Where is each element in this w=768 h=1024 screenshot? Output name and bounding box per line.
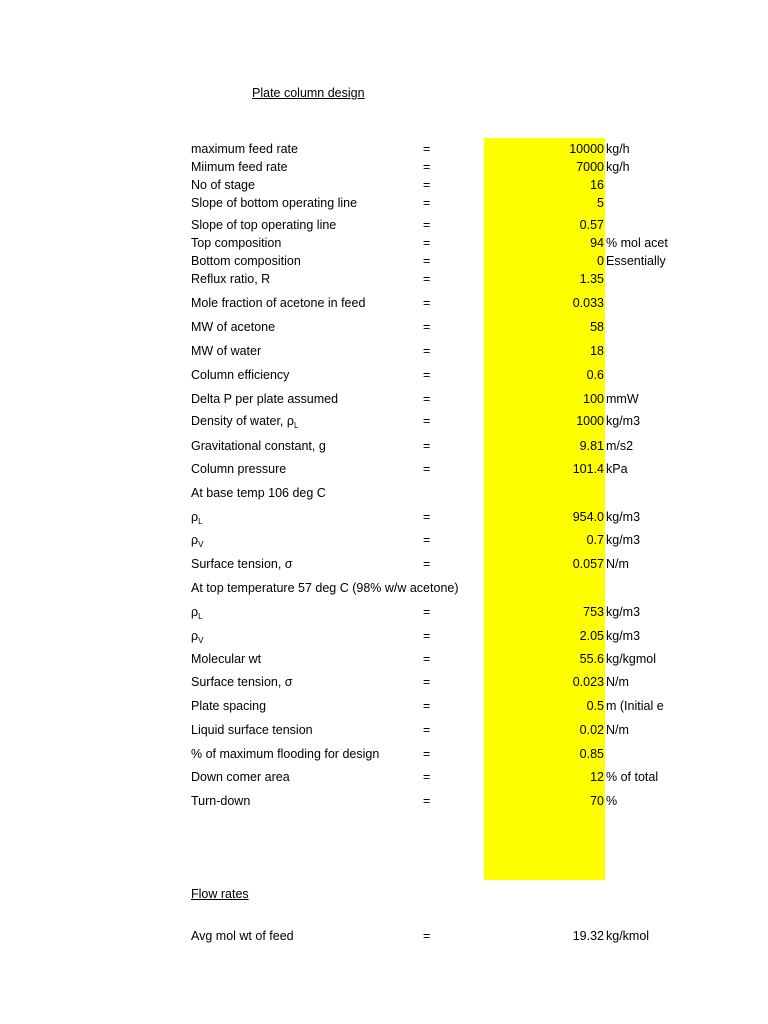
equals-sign: =	[423, 414, 431, 428]
avg-mol-wt-value: 19.32	[572, 929, 604, 943]
parameter-row	[0, 745, 768, 763]
parameter-label: Mole fraction of acetone in feed	[191, 296, 366, 310]
equals-sign: =	[423, 296, 431, 310]
parameter-value: 12	[590, 770, 604, 784]
equals-sign: =	[423, 533, 431, 547]
parameter-value: 0.057	[572, 557, 604, 571]
equals-sign: =	[423, 747, 431, 761]
equals-sign: =	[423, 629, 431, 643]
equals-sign: =	[423, 344, 431, 358]
parameter-value: 10000	[569, 142, 604, 156]
equals-sign: =	[423, 392, 431, 406]
equals-sign: =	[423, 272, 431, 286]
parameter-unit: N/m	[606, 723, 629, 737]
parameter-unit: m (Initial e	[606, 699, 664, 713]
equals-sign: =	[423, 196, 431, 210]
equals-sign: =	[423, 439, 431, 453]
parameter-row	[0, 366, 768, 384]
equals-sign: =	[423, 723, 431, 737]
parameter-value: 16	[590, 178, 604, 192]
parameter-unit: kg/h	[606, 142, 630, 156]
parameter-label: $\rho_L$	[191, 510, 203, 526]
parameter-label: Slope of top operating line	[191, 218, 337, 232]
parameter-unit: kg/kgmol	[606, 652, 657, 666]
parameter-value: 0.5	[586, 699, 604, 713]
avg-mol-wt-row	[0, 927, 768, 945]
equals-sign: =	[423, 178, 431, 192]
equals-sign: =	[423, 770, 431, 784]
avg-mol-wt-label: Avg mol wt of feed	[191, 929, 294, 943]
parameter-row	[0, 673, 768, 691]
parameter-value: 0.02	[579, 723, 604, 737]
parameter-unit: Essentially	[606, 254, 666, 268]
parameter-label: Turn-down	[191, 794, 251, 808]
parameter-unit: kg/m3	[606, 605, 641, 619]
parameter-unit: kg/h	[606, 160, 630, 174]
parameter-value: 94	[590, 236, 604, 250]
avg-mol-wt-unit: kg/kmol	[606, 929, 650, 943]
parameter-row	[0, 234, 768, 252]
subscript: L	[198, 517, 203, 526]
avg-mol-wt-equals: =	[423, 929, 431, 943]
equals-sign: =	[423, 218, 431, 232]
subscript: L	[198, 612, 203, 621]
equals-sign: =	[423, 236, 431, 250]
parameter-label: maximum feed rate	[191, 142, 298, 156]
parameter-label: Density of water, $\rho_L$	[191, 414, 299, 430]
equals-sign: =	[423, 320, 431, 334]
parameter-value: 1.35	[579, 272, 604, 286]
parameter-value: 58	[590, 320, 604, 334]
equals-sign: =	[423, 368, 431, 382]
equals-sign: =	[423, 142, 431, 156]
parameter-value: 100	[583, 392, 604, 406]
parameter-label: At base temp 106 deg C	[191, 486, 326, 500]
parameter-row	[0, 627, 768, 645]
parameter-label: Surface tension, σ	[191, 557, 293, 571]
parameter-label: MW of acetone	[191, 320, 276, 334]
parameter-label: Top composition	[191, 236, 282, 250]
parameter-value: 0.033	[572, 296, 604, 310]
parameter-label: $\rho_L$	[191, 605, 203, 621]
subscript: L	[294, 421, 299, 430]
parameter-label: Bottom composition	[191, 254, 301, 268]
parameter-label: No of stage	[191, 178, 255, 192]
parameter-label: At top temperature 57 deg C (98% w/w acetone)	[191, 581, 459, 595]
equals-sign: =	[423, 652, 431, 666]
parameter-unit: % mol acet	[606, 236, 668, 250]
parameter-value: 0.7	[586, 533, 604, 547]
parameter-row	[0, 650, 768, 668]
parameter-value: 9.81	[579, 439, 604, 453]
parameter-row	[0, 176, 768, 194]
subscript: V	[198, 636, 204, 645]
parameter-unit: mmW	[606, 392, 639, 406]
parameter-value: 70	[590, 794, 604, 808]
parameter-value: 2.05	[579, 629, 604, 643]
parameter-row	[0, 697, 768, 715]
parameter-row	[0, 460, 768, 478]
parameter-label: Molecular wt	[191, 652, 262, 666]
parameter-unit: kg/m3	[606, 510, 641, 524]
parameter-row	[0, 252, 768, 270]
parameter-label: MW of water	[191, 344, 262, 358]
parameter-label: Column efficiency	[191, 368, 290, 382]
parameter-row	[0, 508, 768, 526]
parameter-value: 55.6	[579, 652, 604, 666]
equals-sign: =	[423, 557, 431, 571]
parameter-row	[0, 294, 768, 312]
parameter-row	[0, 412, 768, 430]
parameter-label: Plate spacing	[191, 699, 267, 713]
parameter-row	[0, 555, 768, 573]
parameter-row	[0, 158, 768, 176]
parameter-label: Slope of bottom operating line	[191, 196, 358, 210]
parameter-row	[0, 216, 768, 234]
parameter-unit: kPa	[606, 462, 628, 476]
subscript: V	[198, 540, 204, 549]
parameter-value: 0.6	[586, 368, 604, 382]
parameter-value: 0.85	[579, 747, 604, 761]
equals-sign: =	[423, 160, 431, 174]
parameter-row	[0, 390, 768, 408]
parameter-label: Delta P per plate assumed	[191, 392, 339, 406]
parameter-unit: % of total	[606, 770, 659, 784]
equals-sign: =	[423, 699, 431, 713]
parameter-label: Column pressure	[191, 462, 287, 476]
parameter-value: 0	[597, 254, 604, 268]
parameter-row	[0, 270, 768, 288]
parameter-row	[0, 484, 768, 502]
parameter-row	[0, 194, 768, 212]
parameter-row	[0, 531, 768, 549]
parameter-unit: kg/m3	[606, 533, 641, 547]
parameter-label: Liquid surface tension	[191, 723, 313, 737]
parameter-value: 5	[597, 196, 604, 210]
parameter-row	[0, 603, 768, 621]
parameter-value: 0.023	[572, 675, 604, 689]
parameter-label: $\rho_V$	[191, 629, 204, 645]
parameter-row	[0, 318, 768, 336]
equals-sign: =	[423, 605, 431, 619]
parameter-row	[0, 140, 768, 158]
parameter-unit: %	[606, 794, 618, 808]
parameter-value: 954.0	[572, 510, 604, 524]
parameter-unit: N/m	[606, 557, 629, 571]
parameter-label: Reflux ratio, R	[191, 272, 271, 286]
parameter-label: Surface tension, σ	[191, 675, 293, 689]
parameter-label: Gravitational constant, g	[191, 439, 326, 453]
parameter-value: 7000	[576, 160, 604, 174]
parameter-label: $\rho_V$	[191, 533, 204, 549]
parameter-value: 101.4	[572, 462, 604, 476]
parameter-unit: kg/m3	[606, 629, 641, 643]
parameter-row	[0, 721, 768, 739]
flow-rates-heading: Flow rates	[191, 887, 249, 901]
equals-sign: =	[423, 794, 431, 808]
parameter-row	[0, 792, 768, 810]
parameter-row	[0, 437, 768, 455]
parameter-value: 1000	[576, 414, 604, 428]
equals-sign: =	[423, 254, 431, 268]
parameter-label: Miimum feed rate	[191, 160, 288, 174]
parameter-value: 753	[583, 605, 604, 619]
parameter-value: 0.57	[579, 218, 604, 232]
parameter-value: 18	[590, 344, 604, 358]
parameter-unit: N/m	[606, 675, 629, 689]
flow-rates-row	[0, 885, 768, 903]
parameter-label: Down comer area	[191, 770, 290, 784]
sheet-title: Plate column design	[252, 86, 365, 100]
parameter-row	[0, 579, 768, 597]
parameter-unit: m/s2	[606, 439, 634, 453]
parameter-label: % of maximum flooding for design	[191, 747, 380, 761]
equals-sign: =	[423, 462, 431, 476]
equals-sign: =	[423, 675, 431, 689]
equals-sign: =	[423, 510, 431, 524]
parameter-row	[0, 342, 768, 360]
parameter-row	[0, 768, 768, 786]
parameter-unit: kg/m3	[606, 414, 641, 428]
